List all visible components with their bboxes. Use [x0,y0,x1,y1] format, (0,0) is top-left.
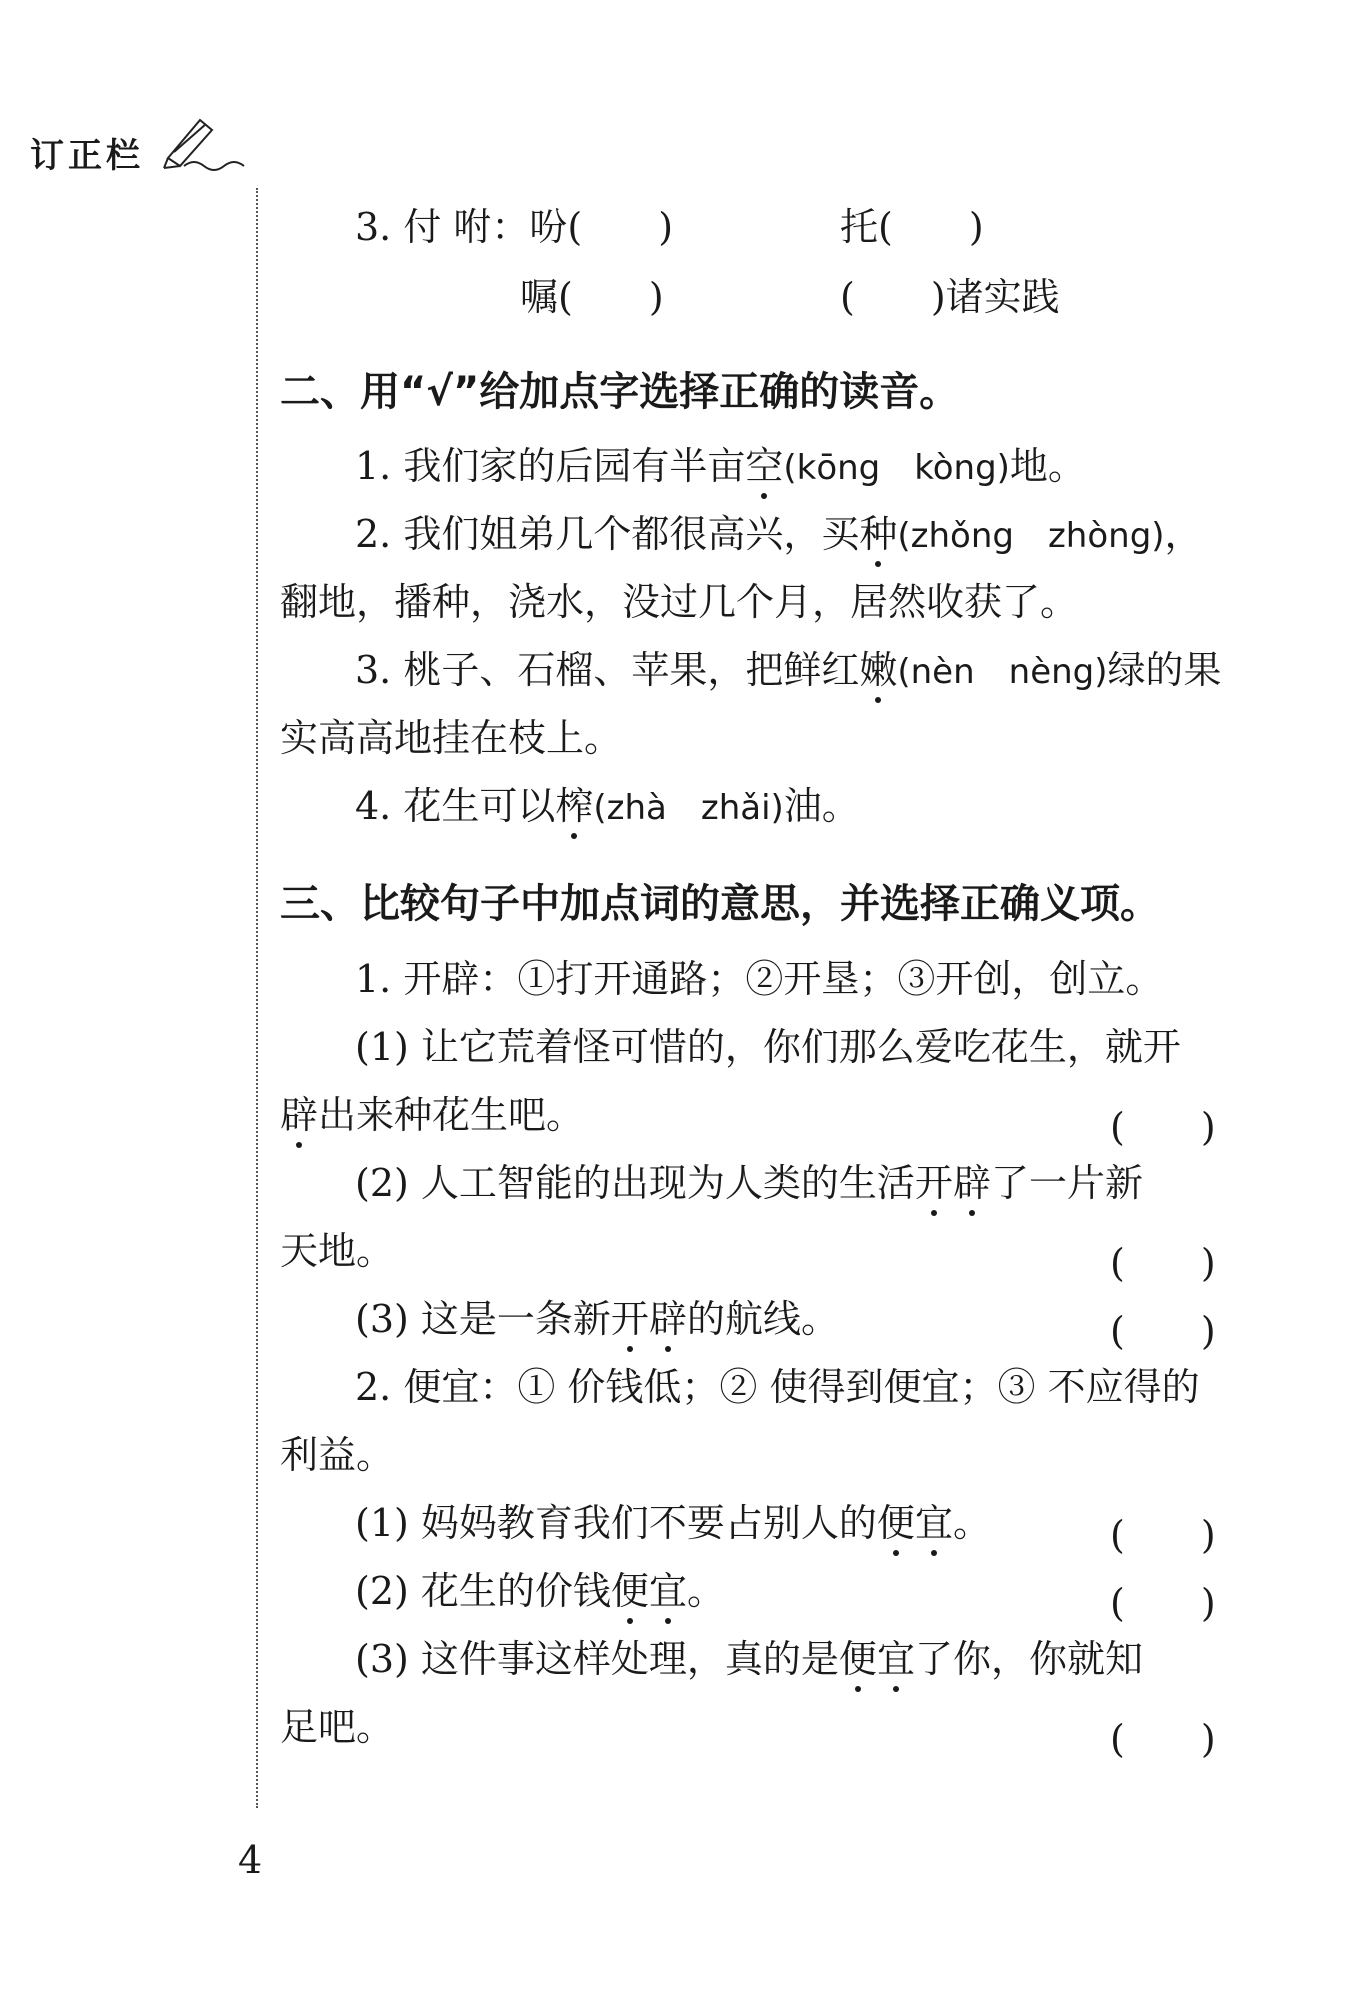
q1-pinyin: (kōng kòng) [783,448,1010,488]
g2s2-dotted-1: 便 [610,1569,649,1613]
q4-tail: 油。 [783,784,860,828]
q3-dotted-char: 嫩 [859,648,898,692]
g2s3-tail: 了你，你就知 [914,1637,1143,1681]
g1s1-tail: 出来种花生吧。 [318,1093,585,1137]
g2s1-tail: 。 [952,1501,991,1545]
sidebar-divider [256,188,258,1808]
g2s1-dotted-1: 便 [876,1501,915,1545]
item3-line1b: 托( ) [840,205,984,249]
g1s3-dotted-2: 辟 [648,1297,687,1341]
g2s1-text: (1) 妈妈教育我们不要占别人的 [355,1501,877,1545]
g2-sentence3-line2: 足吧。 [280,1705,395,1749]
pencil-icon [160,112,250,172]
g2s2-text: (2) 花生的价钱 [355,1569,611,1613]
g2s2-tail: 。 [686,1569,725,1613]
g2-definition: 2. 便宜：① 价钱低；② 使得到便宜；③ 不应得的 [355,1365,1200,1409]
g2-sentence3 [355,1637,1143,1681]
g2s2-dotted-2: 宜 [648,1569,687,1613]
q4-pinyin: (zhà zhǎi) [593,788,784,828]
section3-heading: 三、比较句子中加点词的意思，并选择正确义项。 [280,881,1160,927]
g2s3-dotted-2: 宜 [876,1637,915,1681]
item3-line2a: 嘱( ) [520,275,664,319]
s2-question3 [355,648,1222,692]
item3-line2b: ( )诸实践 [840,275,1060,319]
g1-sentence3 [355,1297,839,1341]
g1-sentence1 [355,1025,1181,1069]
g2s3-text: (3) 这件事这样处理，真的是 [355,1637,839,1681]
g1s1-dotted-1: 开 [1142,1025,1181,1069]
q1-dotted-char: 空 [745,444,784,488]
s2-question2 [355,512,1203,556]
q1-text: 1. 我们家的后园有半亩 [355,444,746,488]
g1s3-tail: 的航线。 [686,1297,839,1341]
g2s3-dotted-1: 便 [838,1637,877,1681]
g1-sentence2 [355,1161,1143,1205]
section2-heading: 二、用“√”给加点字选择正确的读音。 [280,369,960,415]
g1s2-text: (2) 人工智能的出现为人类的生活 [355,1161,915,1205]
g1s2-dotted-2: 辟 [952,1161,991,1205]
q2-pinyin: (zhǒng zhòng) [897,516,1165,556]
s2-question1 [355,444,1086,488]
q4-text: 4. 花生可以 [355,784,556,828]
s2-question2-line2: 翻地，播种，浇水，没过几个月，居然收获了。 [280,580,1079,624]
g1s2-tail: 了一片新 [990,1161,1143,1205]
q2-text: 2. 我们姐弟几个都很高兴，买 [355,512,860,556]
answer-paren-g1s1[interactable]: ( ) [1110,1105,1216,1149]
answer-paren-g2s1[interactable]: ( ) [1110,1513,1216,1557]
q3-pinyin: (nèn nèng) [897,652,1108,692]
g1s3-dotted-1: 开 [610,1297,649,1341]
item3-line1a: 3. 付 咐：吩( ) [355,205,674,249]
s2-question4 [355,784,860,828]
q2-dotted-char: 种 [859,512,898,556]
g1s1-dotted-2: 辟 [280,1093,319,1137]
g1s2-dotted-1: 开 [914,1161,953,1205]
q4-dotted-char: 榨 [555,784,594,828]
g1s1-text: (1) 让它荒着怪可惜的，你们那么爱吃花生，就 [355,1025,1143,1069]
sidebar-title: 订正栏 [30,136,144,176]
answer-paren-g1s2[interactable]: ( ) [1110,1241,1216,1285]
q2-tail: ， [1164,512,1203,556]
g2-definition-line2: 利益。 [280,1433,395,1477]
s2-question3-line2: 实高高地挂在枝上。 [280,716,623,760]
answer-paren-g1s3[interactable]: ( ) [1110,1309,1216,1353]
g1-sentence2-line2: 天地。 [280,1229,395,1273]
g1s3-text: (3) 这是一条新 [355,1297,611,1341]
answer-paren-g2s2[interactable]: ( ) [1110,1581,1216,1625]
q1-tail: 地。 [1009,444,1086,488]
g2s1-dotted-2: 宜 [914,1501,953,1545]
answer-paren-g2s3[interactable]: ( ) [1110,1717,1216,1761]
g2-sentence1 [355,1501,991,1545]
page-number: 4 [238,1838,263,1882]
g2-sentence2 [355,1569,725,1613]
g1-definition: 1. 开辟：①打开通路；②开垦；③开创，创立。 [355,957,1164,1001]
g1-sentence1-line2 [280,1093,585,1137]
q3-tail: 绿的果 [1107,648,1222,692]
q3-text: 3. 桃子、石榴、苹果，把鲜红 [355,648,860,692]
